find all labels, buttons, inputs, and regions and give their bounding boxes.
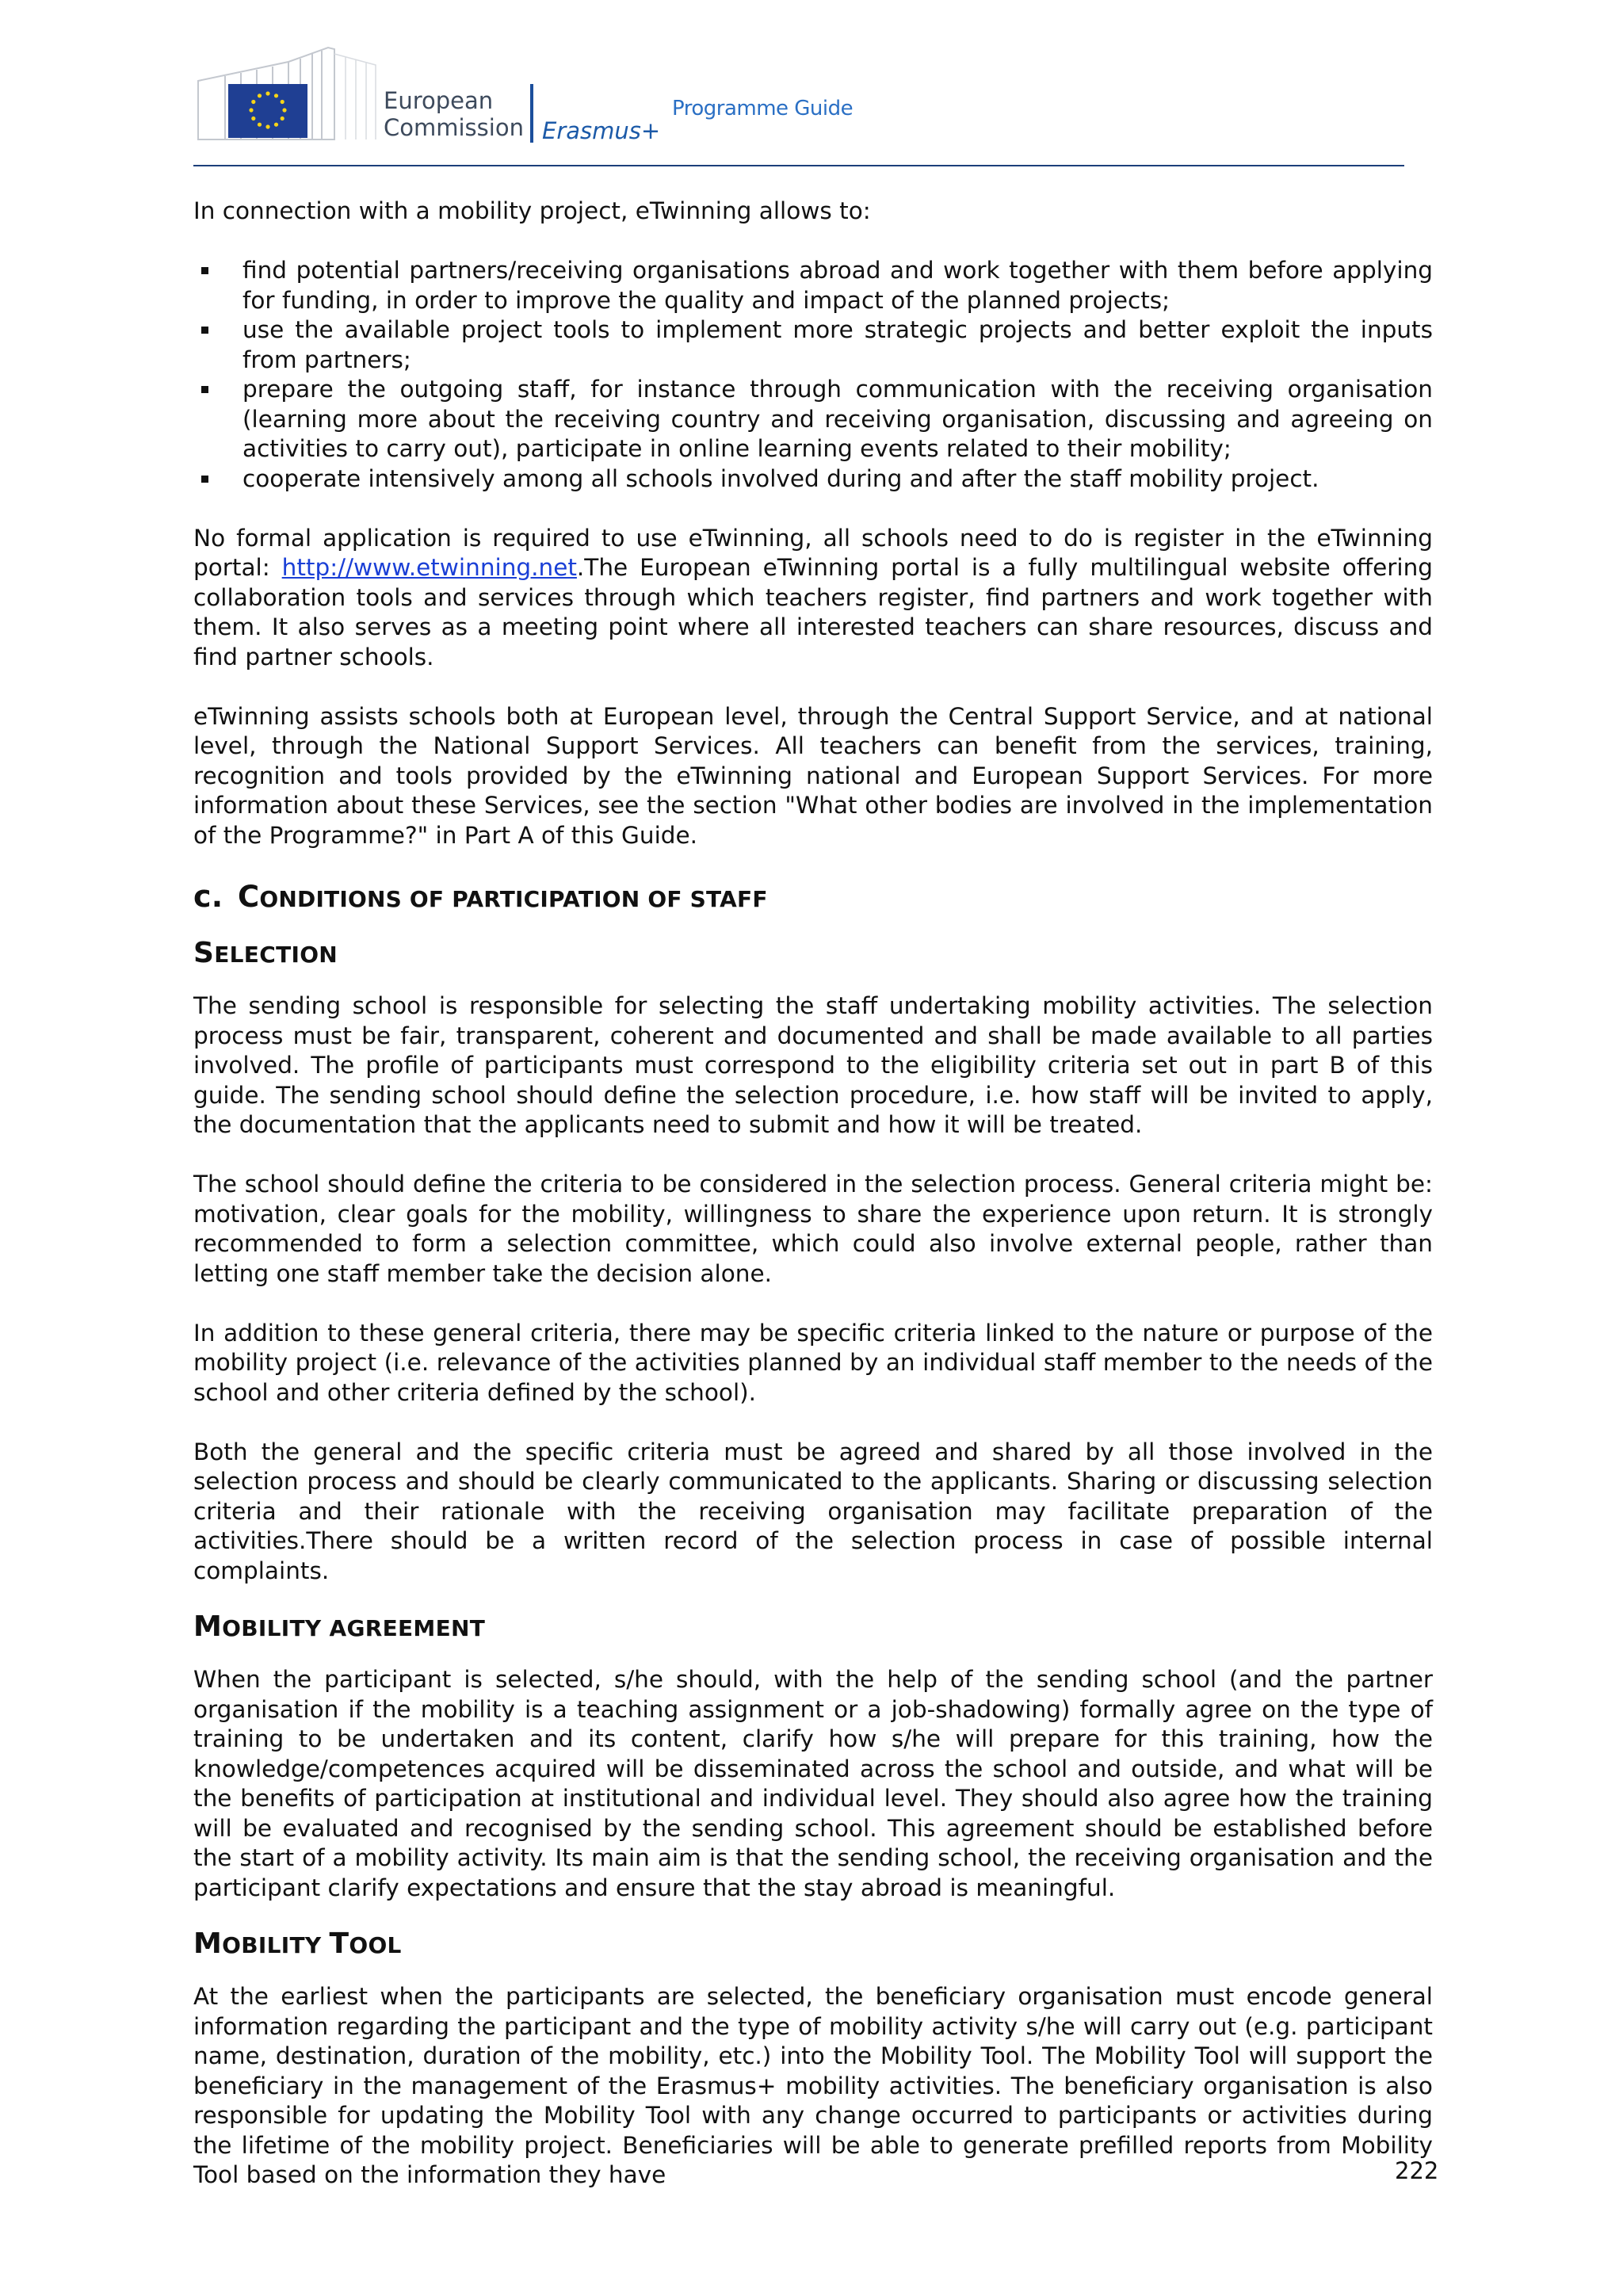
page-number: 222	[1395, 2157, 1439, 2184]
etwinning-support-paragraph: eTwinning assists schools both at European level, through the Central Support Service, and at national level, through the National Support Services. All teachers can benefit from the services, training, recognition and tools provided by the eTwinning national and European Support Services. For more information about these Services, see the section "What other bodies are involved in the implementation of the Programme?" in Part A of this Guide.	[193, 702, 1433, 849]
etwinning-lead: In connection with a mobility project, eTwinning allows to:	[193, 197, 871, 224]
section-c-heading: c. CONDITIONS OF PARTICIPATION OF STAFF	[193, 879, 768, 914]
brand-erasmus-plus: Erasmus+	[542, 117, 661, 144]
page-header	[193, 46, 1404, 165]
brand-divider	[530, 84, 533, 143]
selection-heading: SELECTION	[193, 937, 338, 969]
mobility-agreement-heading: MOBILITY AGREEMENT	[193, 1610, 486, 1643]
bullet-icon	[201, 327, 208, 334]
brand-commission: Commission	[384, 114, 524, 141]
mobility-tool-heading: MOBILITY TOOL	[193, 1927, 402, 1960]
bullet-icon	[201, 386, 208, 393]
etwinning-registration-paragraph: No formal application is required to use eTwinning, all schools need to do is register in the eTwinning portal: http://www.etwinning.net.The European eTwinning portal is a fully multilingual website offering collaboration tools and services through which teachers register, find partners and work together with them. It also serves as a meeting point where all interested teachers can share resources, discuss and find partner schools.	[193, 524, 1434, 670]
mobility-agreement-paragraph: When the participant is selected, s/he should, with the help of the sending school (and the partner organisation if the mobility is a teaching assignment or a job-shadowing) formally agree on the type of training to be undertaken and its content, clarify how s/he will prepare for this training, how the knowledge/competences acquired will be disseminated across the school and outside, and what will be the benefits of participation at institutional and individual level. They should also agree how the training will be evaluated and recognised by the sending school. This agreement should be established before the start of a mobility activity. Its main aim is that the sending school, the receiving organisation and the participant clarify expectations and ensure that the stay abroad is meaningful.	[193, 1666, 1433, 1901]
list-item: prepare the outgoing staff, for instance through communication with the receiving organisation (learning more about the receiving country and receiving organisation, discussing and agreeing on activities to carry out), participate in online learning events related to their mobility;	[193, 375, 1433, 464]
selection-paragraph: Both the general and the specific criteria must be agreed and shared by all those involved in the selection process and should be clearly communicated to the applicants. Sharing or discussing selection criteria and their rationale with the receiving organisation may facilitate preparation of the activities.There should be a written record of the selection process in case of possible internal complaints.	[193, 1438, 1433, 1584]
list-item: use the available project tools to implement more strategic projects and better exploit the inputs from partners;	[193, 315, 1433, 375]
brand-european: European	[384, 87, 494, 114]
list-item: find potential partners/receiving organisations abroad and work together with them before applying for funding, in order to improve the quality and impact of the planned projects;	[193, 256, 1433, 315]
etwinning-benefits-list	[193, 256, 1433, 494]
main-content	[193, 197, 1439, 2191]
bullet-icon	[201, 476, 208, 483]
etwinning-portal-link[interactable]: http://www.etwinning.net	[281, 554, 577, 581]
selection-paragraph: The school should define the criteria to be considered in the selection process. General criteria might be: motivation, clear goals for the mobility, willingness to share the experience upon return. It is strongly recommended to form a selection committee, which could also involve external people, rather than letting one staff member take the decision alone.	[193, 1171, 1433, 1287]
guide-title: Programme Guide	[672, 97, 854, 120]
selection-paragraph: The sending school is responsible for selecting the staff undertaking mobility activities. The selection process must be fair, transparent, coherent and documented and shall be made available to all parties involved. The profile of participants must correspond to the eligibility criteria set out in part B of this guide. The sending school should define the selection procedure, i.e. how staff will be invited to apply, the documentation that the applicants need to submit and how it will be treated.	[193, 992, 1433, 1138]
header-rule	[193, 165, 1404, 166]
list-item: cooperate intensively among all schools involved during and after the staff mobility project.	[193, 464, 1433, 495]
mobility-tool-paragraph: At the earliest when the participants are selected, the beneficiary organisation must encode general information regarding the participant and the type of mobility activity s/he will carry out (e.g. participant name, destination, duration of the mobility, etc.) into the Mobility Tool. The Mobility Tool will support the beneficiary in the management of the Erasmus+ mobility activities. The beneficiary organisation is also responsible for updating the Mobility Tool with any change occurred to participants or activities during the lifetime of the mobility project. Beneficiaries will be able to generate prefilled reports from Mobility Tool based on the information they have	[193, 1983, 1433, 2188]
selection-paragraph: In addition to these general criteria, there may be specific criteria linked to the nature or purpose of the mobility project (i.e. relevance of the activities planned by an individual staff member to the needs of the school and other criteria defined by the school).	[193, 1319, 1433, 1406]
bullet-icon	[201, 267, 208, 274]
